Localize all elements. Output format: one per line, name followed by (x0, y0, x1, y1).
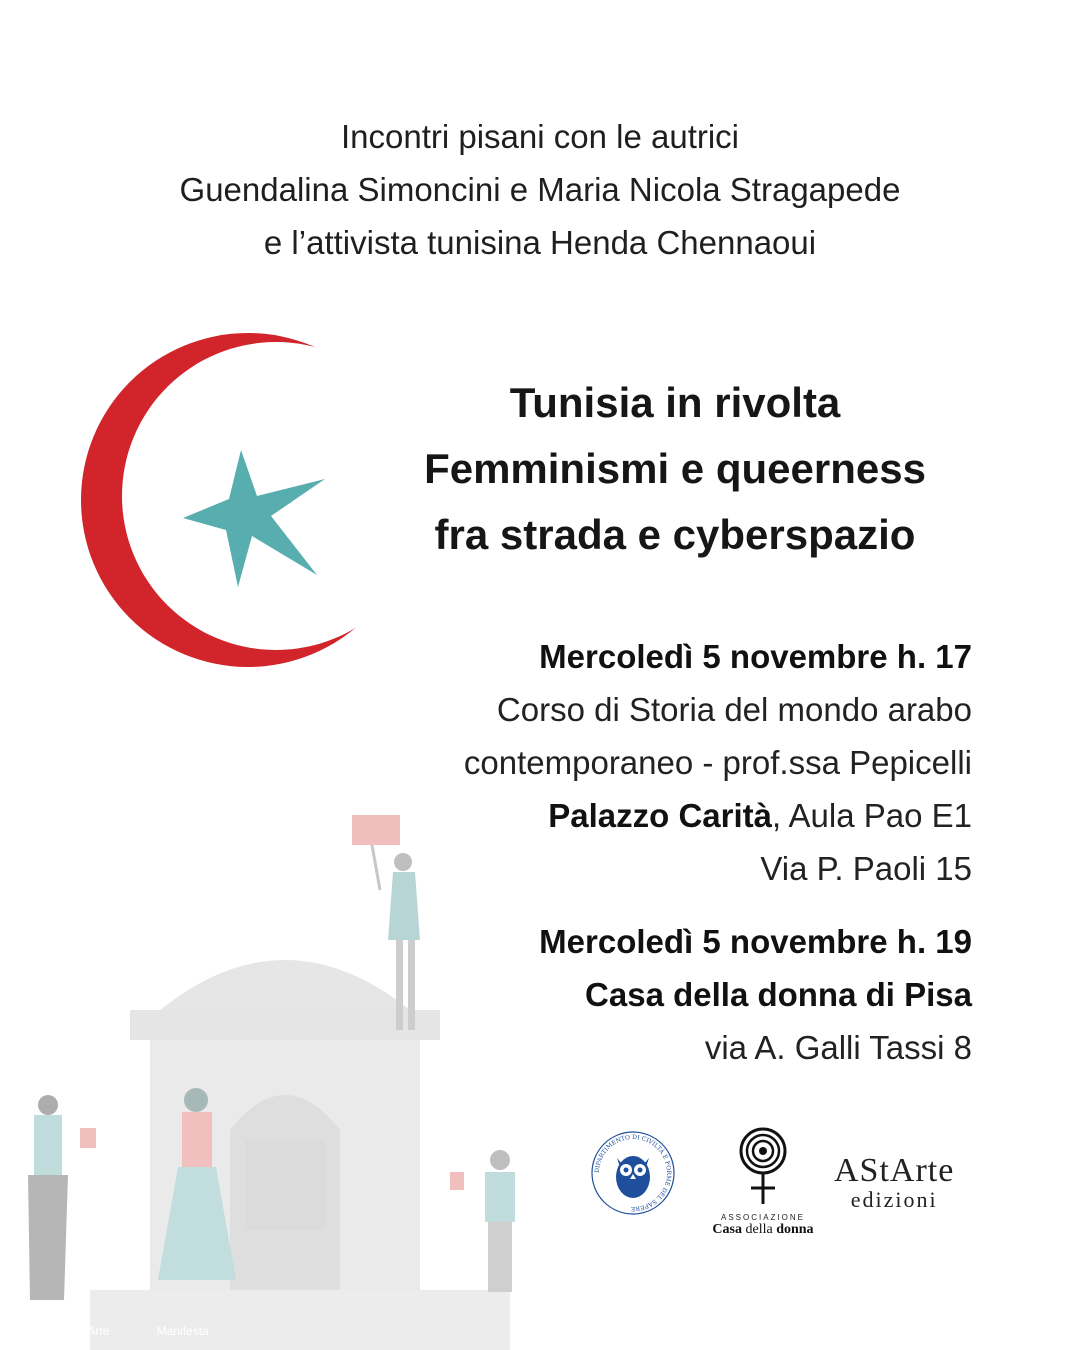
credit-right: Manifesta (156, 1324, 209, 1338)
event-title (380, 370, 970, 568)
intro-line-2: Guendalina Simoncini e Maria Nicola Stragapede (179, 171, 901, 208)
event1-course-line-1: Corso di Storia del mondo arabo (496, 691, 972, 728)
title-line-2: Femminismi e queerness (424, 445, 926, 492)
title-line-1: Tunisia in rivolta (509, 379, 841, 426)
event1-venue-line (272, 789, 972, 842)
event1-address: Via P. Paoli 15 (760, 850, 972, 887)
astarte-edizioni-logo (834, 1154, 954, 1212)
event2-venue: Casa della donna di Pisa (585, 976, 972, 1013)
intro-line-3: e l’attivista tunisina Henda Chennaoui (263, 224, 817, 261)
casa-name-part-2: della (741, 1222, 777, 1237)
event2-datetime: Mercoledì 5 novembre h. 19 (539, 923, 972, 960)
event1-venue: Palazzo Carità (548, 797, 773, 834)
owl-icon (616, 1156, 650, 1198)
intro-text (0, 110, 1080, 269)
astarte-name: AStArte (834, 1152, 955, 1189)
credits (68, 1324, 253, 1338)
event1-datetime: Mercoledì 5 novembre h. 17 (539, 638, 972, 675)
credit-left: AStArte (68, 1324, 110, 1338)
casa-name-part-1: Casa (712, 1222, 742, 1237)
title-line-3: fra strada e cyberspazio (434, 511, 916, 558)
event1-course-line-2: contemporaneo - prof.ssa Pepicelli (463, 744, 972, 781)
casa-name-part-3: donna (776, 1222, 814, 1237)
crescent-star-emblem (78, 330, 408, 670)
partner-logos (590, 1130, 980, 1250)
casa-association-label: ASSOCIAZIONE (720, 1213, 805, 1222)
event2-address: via A. Galli Tassi 8 (704, 1029, 972, 1066)
casa-della-donna-logo (708, 1126, 818, 1246)
spacer (272, 895, 972, 915)
event-details (272, 630, 972, 1074)
labyrinth-venus-icon (738, 1126, 788, 1206)
casa-name (708, 1222, 818, 1238)
seal-text: DIPARTIMENTO DI CIVILTÀ E FORME DEL SAPERE (593, 1133, 673, 1213)
department-seal-logo (590, 1130, 676, 1216)
astarte-sub: edizioni (850, 1187, 938, 1212)
intro-line-1: Incontri pisani con le autrici (340, 118, 740, 155)
event1-room: , Aula Pao E1 (772, 797, 972, 834)
